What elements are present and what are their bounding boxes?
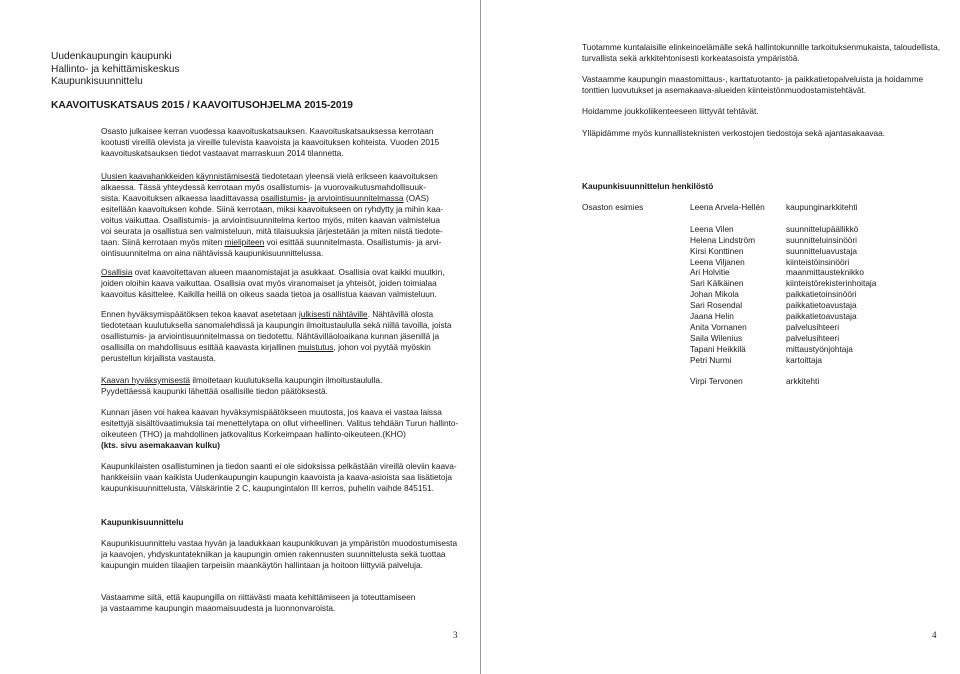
text-line: esitettyjä sisältövaatimuksia tai menettelytapa on ollut virheellinen. Valitus tehdään Turun hallinto-	[101, 418, 459, 428]
text-line: joiden oloihin kaava vaikuttaa. Osallisia ovat myös viranomaiset ja yhteisöt, joiden toimialaa	[101, 278, 437, 288]
text-span: sista. Kaavoituksen alkaessa laadittavassa	[101, 193, 259, 203]
staff-row	[582, 344, 876, 355]
staff-name: Jaana Helin	[690, 311, 734, 322]
org-line: Uudenkaupungin kaupunki	[51, 51, 172, 62]
staff-table-body	[582, 202, 876, 387]
text-line: kaavoituskatsauksen tiedot vastaavat marraskuun 2014 tilannetta.	[101, 148, 344, 158]
staff-row	[582, 333, 876, 344]
staff-name: Leena Vilen	[690, 223, 734, 234]
paragraph-intro	[101, 126, 439, 159]
text-line: kaupunkisuunnittelusta, Välskärintie 2 C, kaupungintalon III kerros, puhelin vaihde 845151.	[101, 483, 435, 493]
paragraph-public-display	[101, 309, 452, 364]
staff-name: Saila Wilenius	[690, 332, 743, 343]
paragraph-land	[101, 592, 415, 614]
staff-name: Leena Arvela-Hellén	[690, 202, 765, 212]
staff-row	[582, 300, 876, 311]
text-line: Kunnan jäsen voi hakea kaavan hyväksymispäätökseen muutosta, jos kaava ei vastaa laissa	[101, 407, 442, 417]
staff-row	[582, 366, 876, 377]
staff-name: Sari Rosendal	[690, 300, 743, 311]
text-span: ovat kaavoitettavan alueen maanomistajat ja asukkaat. Osallisia ovat kaikki muutkin,	[132, 267, 445, 277]
underlined-term: mielipiteen	[224, 237, 265, 247]
text-line: Vastaamme kaupungin maastomittaus-, karttatuotanto- ja paikkatietopalveluista ja hoidamme	[582, 74, 924, 84]
staff-role	[582, 278, 690, 289]
underlined-term: Kaavan hyväksymisestä	[101, 375, 191, 385]
text-span: taan. Siinä kerrotaan myös miten	[101, 237, 223, 247]
text-line: Vastaamme siitä, että kaupungilla on riittävästi maata kehittämiseen ja toteuttamiseen	[101, 592, 416, 602]
text-line: turvallista sekä arkkitehtonisesti korkeatasoista ympäristöä.	[582, 53, 800, 63]
paragraph-appeal	[101, 407, 458, 451]
staff-row	[582, 311, 876, 322]
underlined-term: muistutus	[297, 342, 334, 352]
paragraph-participation	[101, 461, 457, 494]
text-line	[101, 193, 443, 204]
underlined-term: julkisesti nähtäville	[298, 309, 368, 319]
text-span: (OAS)	[403, 193, 429, 203]
text-span: Ennen hyväksymispäätöksen tekoa kaavat asetetaan	[101, 309, 297, 319]
staff-role	[582, 224, 690, 235]
underlined-term: Osallisia	[101, 267, 133, 277]
bold-reference: (kts. sivu asemakaavan kulku)	[101, 440, 220, 450]
staff-role	[582, 376, 690, 387]
staff-role	[582, 366, 690, 377]
staff-name: Helena Lindström	[690, 234, 756, 245]
staff-name: Anita Vornanen	[690, 321, 747, 332]
text-line: osallistumis- ja arviointisuunnitelmassa on tiedotettu. Nähtävilläoloaikana kunnan jäsenillä ja	[101, 331, 440, 341]
paragraph-transport: Hoidamme joukkoliikenteeseen liittyvät tehtävät.	[582, 106, 759, 116]
staff-title: mittaustyönjohtaja	[786, 343, 853, 354]
text-span: . Nähtävillä olosta	[367, 309, 434, 319]
staff-role	[582, 267, 690, 278]
staff-role	[582, 311, 690, 322]
staff-title: suunnitteluavustaja	[786, 245, 858, 256]
staff-title: paikkatietoavustaja	[786, 300, 857, 311]
text-line: Kaupunkisuunnittelu vastaa hyvän ja laadukkaan kaupunkikuvan ja ympäristön muodostumisesta	[101, 538, 458, 548]
page-number: 4	[932, 630, 937, 640]
section-heading-kaupunkisuunnittelu: Kaupunkisuunnittelu	[101, 517, 184, 527]
staff-title	[786, 366, 876, 377]
underlined-term: osallistumis- ja arviointisuunnitelmassa	[260, 193, 404, 203]
text-line: kaupungin muiden tilaajien tarpeisiin maankäytön hallintaan ja hoitoon liittyviä palveluja.	[101, 560, 423, 570]
text-line	[101, 267, 445, 278]
paragraph-responsibilities	[101, 538, 457, 571]
staff-name: Sari Kälkäinen	[690, 278, 744, 289]
text-span: tiedotetaan yleensä vielä erikseen kaavoituksen	[259, 171, 438, 181]
staff-role	[582, 300, 690, 311]
staff-role	[582, 355, 690, 366]
staff-row	[582, 267, 876, 278]
staff-title: kaupunginarkkitehti	[786, 202, 858, 212]
underlined-term: Uusien kaavahankkeiden käynnistämisestä	[101, 171, 260, 181]
staff-title: suunnitteluinsinööri	[786, 234, 858, 245]
staff-row	[582, 257, 876, 268]
page-number: 3	[453, 630, 458, 640]
org-line: Hallinto- ja kehittämiskeskus	[51, 63, 180, 75]
staff-title: suunnittelupäällikkö	[786, 223, 859, 234]
staff-title: paikkatietoinsinööri	[786, 289, 857, 300]
staff-name: Tapani Heikkilä	[690, 343, 746, 354]
paragraph-surveying	[582, 74, 923, 96]
staff-title: kiinteistöinsinööri	[786, 256, 850, 267]
staff-row	[582, 376, 876, 387]
staff-name: Leena Viljanen	[690, 256, 745, 267]
text-line	[101, 375, 382, 386]
staff-row	[582, 289, 876, 300]
staff-role	[582, 246, 690, 257]
text-line: esitellään kaavoituksen kohde. Siinä kerrotaan, miksi kaavoitukseen on ryhdytty ja mihin kaa-	[101, 204, 444, 214]
staff-title: paikkatietoavustaja	[786, 311, 857, 322]
text-line: ja vastaamme kaupungin maaomaisuudesta ja luonnonvaroista.	[101, 603, 336, 613]
staff-heading: Kaupunkisuunnittelun henkilöstö	[582, 181, 714, 191]
staff-role	[582, 257, 690, 268]
text-span: osallisilla on mahdollisuus esittää kaavasta kirjallinen	[101, 342, 296, 352]
text-line: Osasto julkaisee kerran vuodessa kaavoituskatsauksen. Kaavoituskatsauksessa kerrotaan	[101, 126, 434, 136]
text-line: perustellun kirjallista vastausta.	[101, 353, 216, 363]
staff-name: Johan Mikola	[690, 289, 739, 300]
staff-title: arkkitehti	[786, 376, 820, 387]
text-line: kootusti vireillä olevista ja vireille tulevista kaavoista ja kaavoituksen kohteista. Vuoden 2015	[101, 137, 440, 147]
staff-name: Ari Holvitie	[690, 267, 730, 278]
staff-name	[690, 366, 786, 377]
paragraph-new-projects	[101, 171, 443, 259]
text-line: Tuotamme kuntalaisille elinkeinoelämälle sekä hallintokunnille tarkoituksenmukaista, taloudellista,	[582, 42, 941, 52]
text-line: oikeuteen (THO) ja mahdollinen jatkovalitus Korkeimpaan hallinto-oikeuteen.(KHO)	[101, 429, 406, 439]
org-header	[51, 51, 180, 89]
paragraph-production	[582, 42, 940, 64]
text-line	[101, 237, 443, 248]
text-line	[101, 342, 452, 353]
text-line: alkaessa. Tässä yhteydessä kerrotaan myös osallistumis- ja vuorovaikutusmahdollisuuk-	[101, 182, 426, 192]
text-span: , johon voi pyytää myöskin	[333, 342, 431, 352]
staff-row	[582, 355, 876, 366]
paragraph-stakeholders	[101, 267, 445, 300]
staff-role	[582, 322, 690, 333]
staff-name: Kirsi Konttinen	[690, 245, 744, 256]
text-line: kaavoitus käsittelee. Kaikilla heillä on oikeus saada tietoa ja osallistua kaavan valmisteluun.	[101, 289, 437, 299]
staff-name: Petri Nurmi	[690, 354, 732, 365]
text-line: ointisuunnitelma on aina nähtävissä kaupunkisuunnittelussa.	[101, 248, 324, 258]
org-line: Kaupunkisuunnittelu	[51, 76, 143, 87]
text-span: ilmoitetaan kuulutuksella kaupungin ilmoitustaululla.	[190, 375, 383, 385]
staff-name	[690, 213, 786, 224]
paragraph-maintenance: Ylläpidämme myös kunnallisteknisten verkostojen tiedostoja sekä ajantasakaavaa.	[582, 128, 886, 138]
text-line: voi seurata ja osallistua sen valmisteluun, mitä tilaisuuksia järjestetään ja miten niistä tiedote-	[101, 226, 443, 236]
text-span: voi esittää suunnitelmasta. Osallistumis- ja arvi-	[264, 237, 442, 247]
text-line: voitus vaikuttaa. Osallistumis- ja arviointisuunnitelma kertoo myös, miten kaavan valmistelua	[101, 215, 440, 225]
staff-row	[582, 202, 876, 213]
staff-role	[582, 333, 690, 344]
paragraph-approval	[101, 375, 382, 397]
staff-title: palvelusihteeri	[786, 321, 840, 332]
text-line: ja kaavojen, yhdyskuntatekniikan ja kaupungin omien rakennusten suunnittelusta sekä tuottaa	[101, 549, 446, 559]
text-line	[101, 309, 452, 320]
text-line: hankkeisiin vaan kaikista Uudenkaupungin kaupungin kaavoista ja kaava-asioista saa lisätietoja	[101, 472, 452, 482]
staff-row	[582, 213, 876, 224]
text-line: tonttien luovutukset ja asemakaava-alueiden kiinteistönmuodostamistehtävät.	[582, 85, 867, 95]
staff-title: maanmittausteknikko	[786, 267, 864, 278]
text-line	[101, 171, 443, 182]
staff-role	[582, 289, 690, 300]
document-title: KAAVOITUSKATSAUS 2015 / KAAVOITUSOHJELMA 2015-2019	[51, 100, 353, 111]
staff-title	[786, 213, 876, 224]
staff-row	[582, 246, 876, 257]
text-line: tiedotetaan kuulutuksella sanomalehdissä ja kaupungin ilmoitustaululla sekä niillä tavoilla, joista	[101, 320, 452, 330]
staff-role	[582, 344, 690, 355]
text-line: Kaupunkilaisten osallistuminen ja tiedon saanti ei ole sidoksissa pelkästään vireillä oleviin kaava-	[101, 461, 457, 471]
staff-title: kiinteistörekisterinhoitaja	[786, 278, 877, 289]
staff-role	[582, 235, 690, 246]
staff-role: Osaston esimies	[582, 202, 644, 212]
staff-row	[582, 224, 876, 235]
staff-name: Virpi Tervonen	[690, 376, 743, 387]
text-line: Pyydettäessä kaupunki lähettää osallisille tiedon päätöksestä.	[101, 386, 328, 396]
staff-title: palvelusihteeri	[786, 332, 840, 343]
staff-table	[582, 202, 876, 387]
staff-title: kartoittaja	[786, 354, 822, 365]
staff-row	[582, 278, 876, 289]
staff-role	[582, 213, 690, 224]
staff-row	[582, 235, 876, 246]
staff-row	[582, 322, 876, 333]
